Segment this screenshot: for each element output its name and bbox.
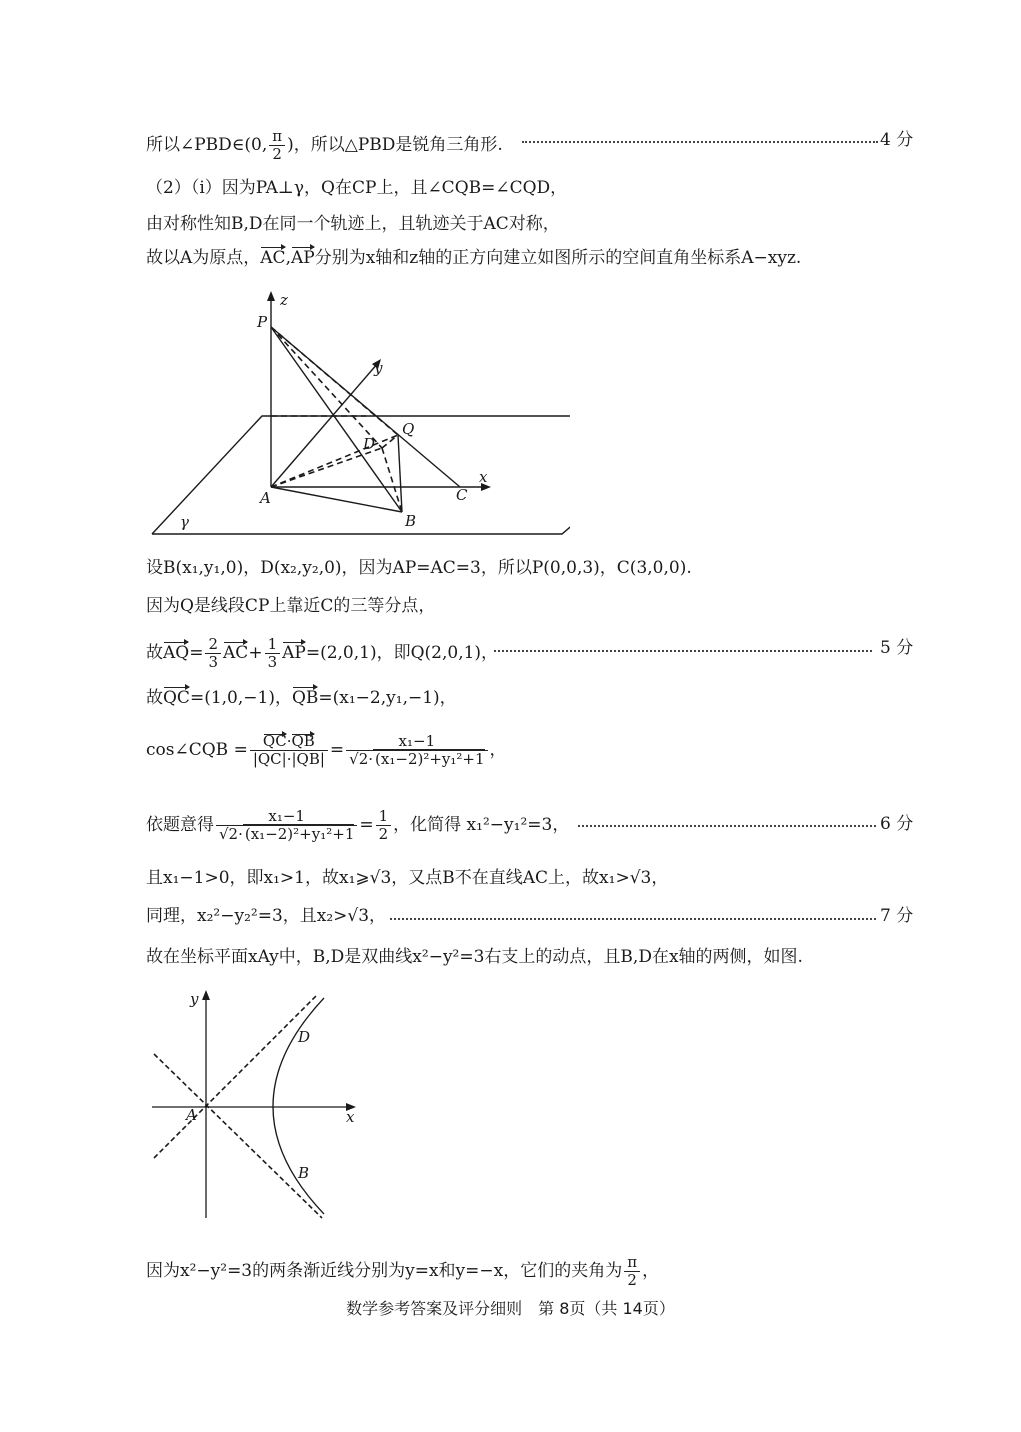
fraction xyxy=(250,733,328,768)
figure-hyperbola xyxy=(146,988,366,1223)
line-13: 故在坐标平面xAy中，B,D是双曲线x²−y²=3右支上的动点，且B,D在x轴的两侧，如图. xyxy=(146,947,803,967)
text: · xyxy=(286,750,292,768)
line-1 xyxy=(146,128,503,163)
vector: QC xyxy=(163,688,190,708)
line-3: 由对称性知B,D在同一个轨迹上，且轨迹关于AC对称， xyxy=(146,214,560,234)
numerator: 1 xyxy=(376,808,392,826)
text: |QC| xyxy=(252,750,287,768)
label-x: x xyxy=(479,468,488,486)
numerator: π xyxy=(624,1254,640,1272)
segment-AB xyxy=(271,487,402,512)
score-mark: 7 分 xyxy=(880,906,914,926)
vector: AC xyxy=(223,643,249,663)
line-9 xyxy=(146,730,507,770)
text: ， xyxy=(489,740,507,760)
dot-leader xyxy=(522,141,878,143)
label-A: A xyxy=(260,489,271,507)
vector: AQ xyxy=(163,643,190,663)
label-y: y xyxy=(190,990,199,1008)
denominator xyxy=(216,826,357,843)
text: cos∠CQB = xyxy=(146,740,248,760)
fraction xyxy=(216,808,357,843)
dot-leader xyxy=(494,650,872,652)
score-mark: 6 分 xyxy=(880,814,914,834)
denominator: 3 xyxy=(208,653,219,671)
denominator xyxy=(346,751,487,768)
label-D: D xyxy=(363,435,376,453)
page-footer: 数学参考答案及评分细则 第 8页（共 14页） xyxy=(346,1299,675,1318)
text: ，化简得 x₁²−y₁²=3， xyxy=(393,815,570,835)
score-mark: 4 分 xyxy=(880,130,914,150)
line-12: 同理，x₂²−y₂²=3，且x₂>√3， xyxy=(146,906,387,926)
radical: (x₁−2)²+y₁²+1 xyxy=(375,750,485,768)
text: · xyxy=(286,732,292,750)
figure-3d-coordinate xyxy=(140,285,570,540)
denominator: 2 xyxy=(272,145,282,163)
text: )，所以△PBD是锐角三角形. xyxy=(287,135,503,155)
line-6: 因为Q是线段CP上靠近C的三等分点， xyxy=(146,596,436,616)
dot-leader xyxy=(390,918,876,920)
numerator: 1 xyxy=(265,636,281,654)
line-14 xyxy=(146,1254,659,1289)
text: = xyxy=(359,815,374,835)
label-B: B xyxy=(405,512,417,530)
vector: AP xyxy=(282,643,306,663)
label-A: A xyxy=(186,1106,197,1124)
label-C: C xyxy=(456,486,468,504)
text: |QB| xyxy=(291,750,325,768)
asymptote-y-equals-minus-x xyxy=(154,1054,322,1218)
segment-PB xyxy=(271,327,402,512)
y-arrow-icon xyxy=(202,990,210,1000)
denominator xyxy=(250,751,328,768)
line-2: （2）（i）因为PA⊥γ，Q在CP上，且∠CQB=∠CQD， xyxy=(146,178,568,198)
denominator: 2 xyxy=(378,825,389,843)
numerator: 2 xyxy=(205,636,221,654)
denominator: 2 xyxy=(627,1271,637,1289)
numerator: x₁−1 xyxy=(346,733,487,751)
numerator: π xyxy=(269,128,285,146)
text: =(1,0,−1)， xyxy=(189,688,292,708)
radical: (x₁−2)²+y₁²+1 xyxy=(244,825,355,843)
line-7 xyxy=(146,636,498,671)
denominator: 3 xyxy=(267,653,278,671)
line-8 xyxy=(146,686,457,710)
line-10 xyxy=(146,805,569,845)
label-B: B xyxy=(298,1164,310,1182)
text: ， xyxy=(642,1261,660,1281)
fraction xyxy=(265,636,281,671)
segment-DQ xyxy=(382,435,398,448)
fraction xyxy=(624,1254,640,1289)
text: 故 xyxy=(146,688,163,708)
text: 依题意得 xyxy=(146,815,214,835)
label-gamma: γ xyxy=(180,513,189,531)
vector: AP xyxy=(290,248,315,268)
fraction xyxy=(205,636,221,671)
plane-gamma xyxy=(152,416,570,534)
vector: AC xyxy=(260,248,286,268)
text: 分别为x轴和z轴的正方向建立如图所示的空间直角坐标系A−xyz. xyxy=(314,248,802,268)
text: 因为x²−y²=3的两条渐近线分别为y=x和y=−x，它们的夹角为 xyxy=(146,1261,623,1281)
line-11: 且x₁−1>0，即x₁>1，故x₁⩾√3，又点B不在直线AC上，故x₁>√3， xyxy=(146,868,669,888)
vector: QB xyxy=(291,732,315,750)
label-D: D xyxy=(298,1028,311,1046)
text: = xyxy=(189,643,204,663)
score-mark: 5 分 xyxy=(880,638,914,658)
text: , xyxy=(285,248,291,268)
text: √2· xyxy=(219,825,243,843)
text: = xyxy=(329,740,345,760)
label-P: P xyxy=(257,313,268,331)
numerator: x₁−1 xyxy=(216,808,357,826)
label-x: x xyxy=(346,1108,355,1126)
fraction xyxy=(269,128,285,163)
line-4 xyxy=(146,246,801,270)
text: 故 xyxy=(146,643,163,663)
text: 所以∠PBD∈(0, xyxy=(146,135,268,155)
z-arrow-icon xyxy=(267,291,275,301)
label-y: y xyxy=(374,359,383,377)
label-Q: Q xyxy=(402,420,415,438)
segment-PD xyxy=(271,327,382,448)
text: + xyxy=(248,643,263,663)
numerator xyxy=(250,733,328,751)
fraction xyxy=(376,808,392,843)
text: 故以A为原点， xyxy=(146,248,261,268)
text: √2· xyxy=(349,750,374,768)
vector: QB xyxy=(291,688,319,708)
text: =(2,0,1)，即Q(2,0,1)， xyxy=(305,643,499,663)
vector: QC xyxy=(262,732,287,750)
segment-PQ xyxy=(271,327,398,435)
dot-leader xyxy=(578,825,876,827)
line-5: 设B(x₁,y₁,0)，D(x₂,y₂,0)，因为AP=AC=3，所以P(0,0,3)，C(3,0,0). xyxy=(146,558,692,578)
fraction xyxy=(346,733,487,768)
label-z: z xyxy=(280,291,288,309)
text: =(x₁−2,y₁,−1)， xyxy=(318,688,457,708)
